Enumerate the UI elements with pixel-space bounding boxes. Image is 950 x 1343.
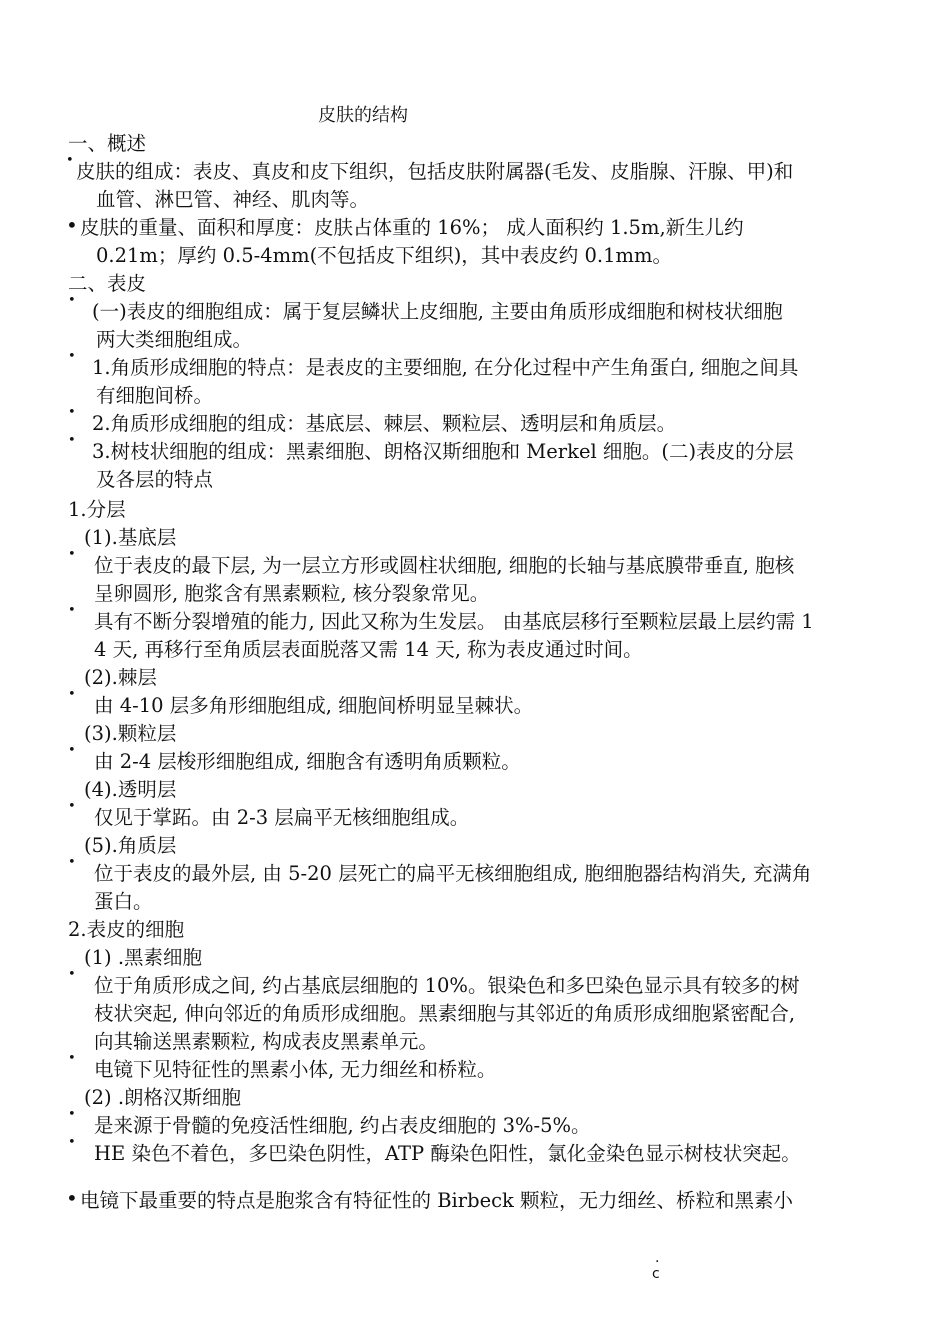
page-title: 皮肤的结构 (318, 105, 408, 126)
paragraph-line: 是来源于骨髓的免疫活性细胞, 约占表皮细胞的 3%-5%。 (94, 1114, 591, 1137)
paragraph-line: 位于表皮的最下层, 为一层立方形或圆柱状细胞, 细胞的长轴与基底膜带垂直, 胞核 (94, 554, 795, 577)
paragraph-line: 及各层的特点 (96, 468, 214, 491)
bullet-icon: • (68, 1135, 76, 1150)
layer-heading: (5).角质层 (84, 834, 177, 857)
paragraph-line: 仅见于掌跖。由 2-3 层扁平无核细胞组成。 (94, 806, 470, 829)
paragraph-line: 皮肤的重量、面积和厚度：皮肤占体重的 16%； 成人面积约 1.5m,新生儿约 (80, 216, 744, 239)
subheading-cells: 2.表皮的细胞 (68, 918, 185, 941)
paragraph-line: 血管、淋巴管、神经、肌肉等。 (96, 188, 370, 211)
paragraph-line: 位于角质形成之间, 约占基底层细胞的 10%。银染色和多巴染色显示具有较多的树 (94, 974, 800, 997)
footer-dot: . (655, 1250, 660, 1266)
paragraph-line: 1.角质形成细胞的特点：是表皮的主要细胞, 在分化过程中产生角蛋白, 细胞之间具 (92, 356, 799, 379)
bullet-icon: • (68, 547, 76, 562)
paragraph-line: 皮肤的组成：表皮、真皮和皮下组织，包括皮肤附属器(毛发、皮脂腺、汗腺、甲)和 (76, 160, 794, 183)
cell-heading: (1) .黑素细胞 (84, 946, 203, 969)
layer-heading: (3).颗粒层 (84, 722, 177, 745)
bullet-icon: • (68, 743, 76, 758)
paragraph-line: 具有不断分裂增殖的能力, 因此又称为生发层。 由基底层移行至颗粒层最上层约需 1 (94, 610, 814, 633)
paragraph-line: 4 天, 再移行至角质层表面脱落又需 14 天, 称为表皮通过时间。 (94, 638, 643, 661)
layer-heading: (1).基底层 (84, 526, 177, 549)
paragraph-line: 电镜下见特征性的黑素小体, 无力细丝和桥粒。 (94, 1058, 497, 1081)
bullet-icon: • (68, 433, 76, 448)
paragraph-line: 呈卵圆形, 胞浆含有黑素颗粒, 核分裂象常见。 (94, 582, 490, 605)
section-heading-overview: 一、概述 (68, 132, 147, 155)
section-heading-epidermis: 二、表皮 (68, 272, 147, 295)
paragraph-line: 3.树枝状细胞的组成：黑素细胞、朗格汉斯细胞和 Merkel 细胞。(二)表皮的分层 (92, 440, 794, 463)
paragraph-line: 有细胞间桥。 (96, 384, 214, 407)
bullet-icon: • (68, 687, 76, 702)
bullet-icon: • (66, 213, 78, 237)
bullet-icon: • (68, 799, 76, 814)
subheading-layers: 1.分层 (68, 498, 126, 521)
layer-heading: (4).透明层 (84, 778, 177, 801)
paragraph-line: 蛋白。 (94, 890, 153, 913)
paragraph-line: 位于表皮的最外层, 由 5-20 层死亡的扁平无核细胞组成, 胞细胞器结构消失, 充满角 (94, 862, 812, 885)
footer-letter: c (652, 1266, 660, 1282)
bullet-icon: • (68, 349, 76, 364)
paragraph-line: HE 染色不着色，多巴染色阴性，ATP 酶染色阳性，氯化金染色显示树枝状突起。 (94, 1142, 801, 1165)
paragraph-line: 电镜下最重要的特点是胞浆含有特征性的 Birbeck 颗粒，无力细丝、桥粒和黑素小 (80, 1189, 794, 1212)
bullet-icon: • (66, 153, 74, 168)
paragraph-line: 0.21m；厚约 0.5-4mm(不包括皮下组织)，其中表皮约 0.1mm。 (96, 244, 673, 267)
bullet-icon: • (68, 1107, 76, 1122)
cell-heading: (2) .朗格汉斯细胞 (84, 1086, 242, 1109)
bullet-icon: • (68, 405, 76, 420)
paragraph-line: 2.角质形成细胞的组成：基底层、棘层、颗粒层、透明层和角质层。 (92, 412, 677, 435)
bullet-icon: • (68, 1051, 76, 1066)
paragraph-line: 两大类细胞组成。 (96, 328, 253, 351)
bullet-icon: • (66, 1186, 78, 1210)
bullet-icon: • (68, 603, 76, 618)
layer-heading: (2).棘层 (84, 666, 157, 689)
paragraph-line: 枝状突起, 伸向邻近的角质形成细胞。黑素细胞与其邻近的角质形成细胞紧密配合, (94, 1002, 796, 1025)
paragraph-line: 向其输送黑素颗粒, 构成表皮黑素单元。 (94, 1030, 438, 1053)
bullet-icon: • (68, 293, 76, 308)
bullet-icon: • (68, 967, 76, 982)
paragraph-line: 由 4-10 层多角形细胞组成, 细胞间桥明显呈棘状。 (94, 694, 534, 717)
paragraph-line: (一)表皮的细胞组成：属于复层鳞状上皮细胞, 主要由角质形成细胞和树枝状细胞 (92, 300, 783, 323)
paragraph-line: 由 2-4 层梭形细胞组成, 细胞含有透明角质颗粒。 (94, 750, 521, 773)
bullet-icon: • (68, 855, 76, 870)
